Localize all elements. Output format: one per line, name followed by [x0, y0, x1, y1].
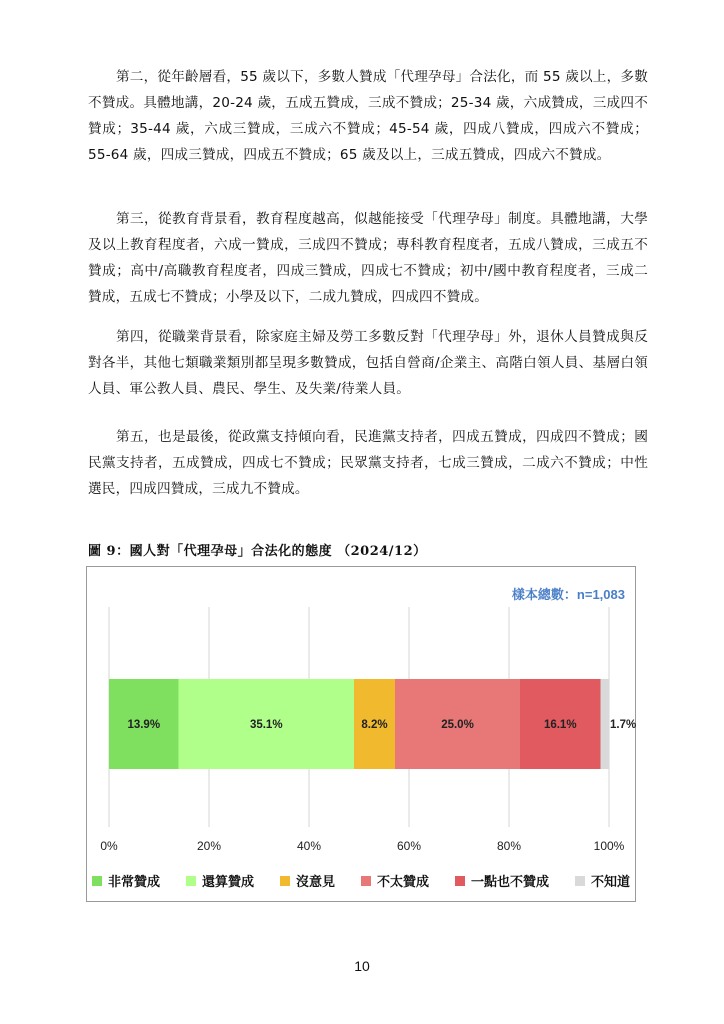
- x-tick-label: 100%: [593, 839, 625, 853]
- legend-item: [455, 871, 549, 890]
- x-tick-label: 20%: [196, 839, 222, 853]
- x-tick-label: 0%: [100, 839, 118, 853]
- data-label: 13.9%: [127, 719, 161, 731]
- x-tick-label: 80%: [496, 839, 522, 853]
- legend-swatch: [186, 876, 196, 886]
- legend-label: 不知道: [591, 875, 631, 890]
- legend-label: 不太贊成: [377, 875, 430, 890]
- data-label: 16.1%: [543, 719, 577, 731]
- chart-legend: [87, 871, 635, 890]
- legend-label: 一點也不贊成: [471, 875, 550, 890]
- legend-label: 沒意見: [295, 875, 335, 890]
- data-label: 1.7%: [610, 719, 637, 731]
- figure-caption: 圖 9：國人對「代理孕母」合法化的態度 （2024/12）: [88, 544, 427, 559]
- legend-swatch: [455, 876, 465, 886]
- paragraph-party: 第五，也是最後，從政黨支持傾向看，民進黨支持者，四成五贊成，四成四不贊成；國民黨支持者，五成贊成，四成七不贊成；民眾黨支持者，七成三贊成，二成六不贊成；中性選民，四成四贊成，三成九不贊成。: [88, 429, 648, 497]
- legend-item: [361, 871, 429, 890]
- legend-swatch: [92, 876, 102, 886]
- legend-label: 非常贊成: [107, 875, 160, 890]
- paragraph-occupation: 第四，從職業背景看，除家庭主婦及勞工多數反對「代理孕母」外，退休人員贊成與反對各半，其他七類職業類別都呈現多數贊成，包括自營商/企業主、高階白領人員、基層白領人員、軍公教人員、農民、學生、及失業/待業人員。: [88, 329, 648, 397]
- legend-item: [575, 871, 630, 890]
- paragraph-education: 第三，從教育背景看，教育程度越高，似越能接受「代理孕母」制度。具體地講，大學及以上教育程度者，六成一贊成，三成四不贊成；專科教育程度者，五成八贊成，三成五不贊成；高中/高職教育程度者，四成三贊成，四成七不贊成；初中/國中教育程度者，三成二贊成，五成七不贊成；小學及以下，二成九贊成，四成四不贊成。: [88, 211, 648, 305]
- x-tick-label: 40%: [296, 839, 322, 853]
- data-label: 8.2%: [361, 719, 388, 731]
- page-number: 10: [354, 958, 370, 974]
- legend-swatch: [575, 876, 585, 886]
- paragraph-age: 第二，從年齡層看，55 歲以下，多數人贊成「代理孕母」合法化，而 55 歲以上，多數不贊成。具體地講，20-24 歲，五成五贊成，三成不贊成；25-34 歲，六成贊成，三成四不贊成；35-44 歲，六成三贊成，三成六不贊成；45-54 歲，四成八贊成，四成六不贊成；55-64 歲，四成三贊成，四成五不贊成；65 歲及以上，三成五贊成，四成六不贊成。: [88, 69, 648, 163]
- chart-container: [86, 566, 636, 902]
- sample-size-note: 樣本總數：n=1,083: [511, 587, 625, 602]
- bar-segment: [601, 679, 610, 769]
- legend-item: [280, 871, 335, 890]
- legend-swatch: [280, 876, 290, 886]
- stacked-bar-chart: [87, 567, 637, 903]
- data-label: 35.1%: [249, 719, 283, 731]
- legend-item: [92, 871, 160, 890]
- data-label: 25.0%: [441, 719, 474, 731]
- x-tick-label: 60%: [396, 839, 422, 853]
- legend-item: [186, 871, 254, 890]
- legend-label: 還算贊成: [201, 875, 254, 890]
- legend-swatch: [361, 876, 371, 886]
